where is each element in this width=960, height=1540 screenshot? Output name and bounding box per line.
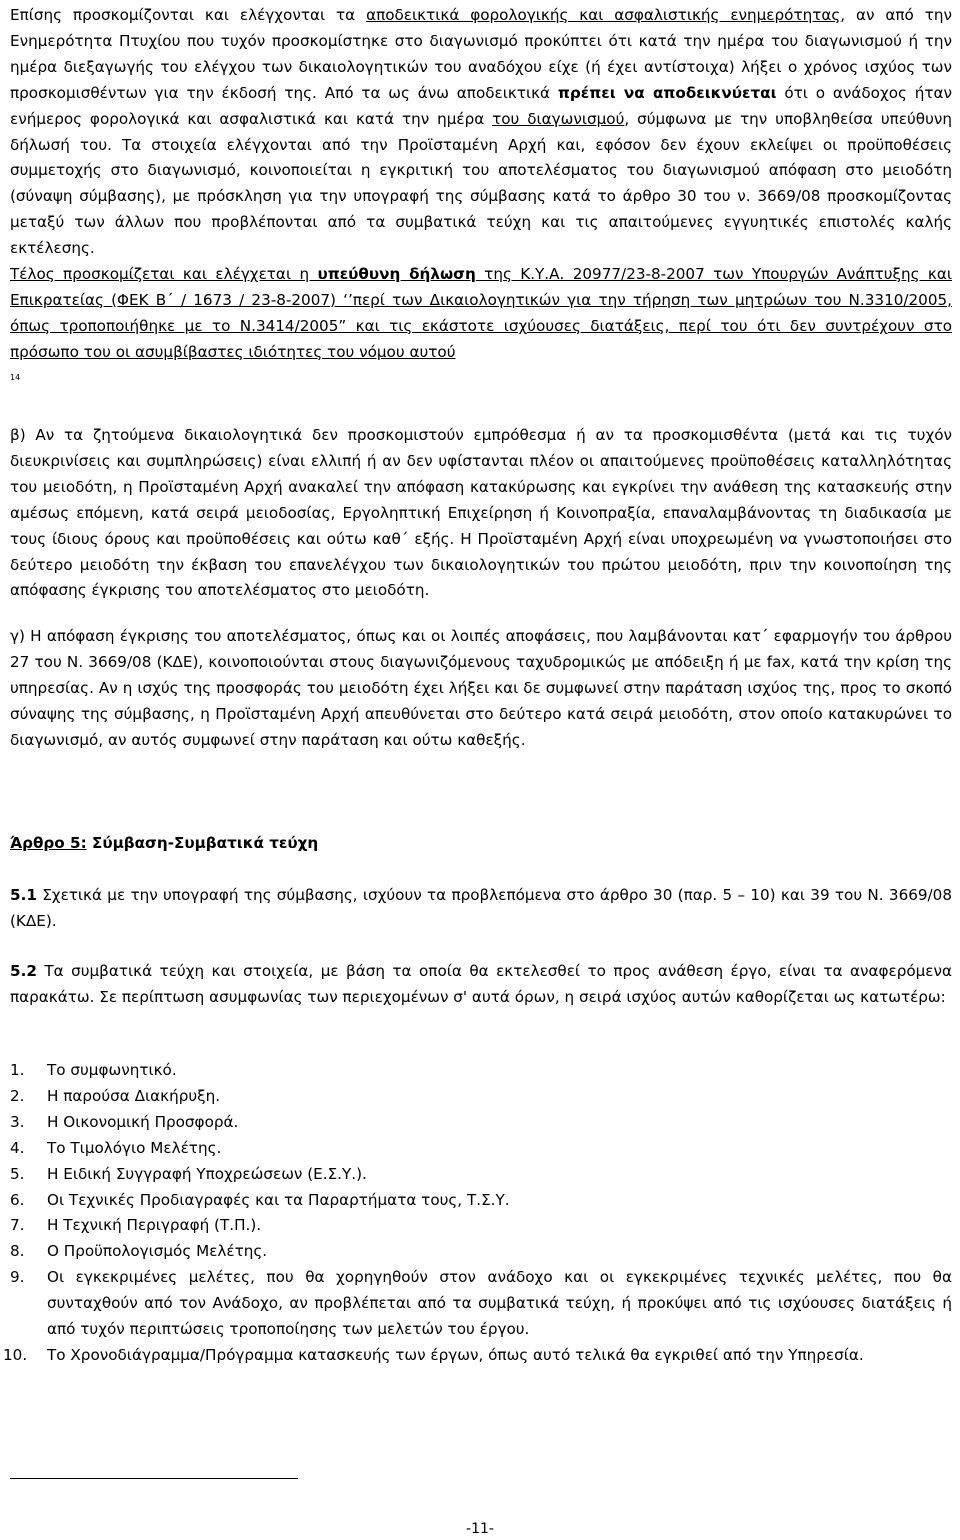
list-item: 1. Το συμφωνητικό. [10,1061,177,1079]
list-item: 4. Το Τιμολόγιο Μελέτης. [10,1138,222,1157]
paragraph-tax-insurance: Επίσης προσκομίζονται και ελέγχονται τα αποδεικτικά φορολογικής και ασφαλιστικής ενημερότητας, αν από την Ενημερότητα Πτυχίου που τυχόν προσκομίστηκε στο διαγωνισμό προκύπτει ότι κατά την ημέρα του διαγωνισμού ή την ημέρα διεξαγωγής του ελέγχου των δικαιολογητικών του αναδόχου είχε (ή έχει αντίστοιχα) λήξει ο χρόνος ισχύος των προσκομισθέντων για την έκδοσή της. Από τα ως άνω αποδεικτικά πρέπει να αποδεικνύεται ότι ο ανάδοχος ήταν ενήμερος φορολογικά και ασφαλιστικά και κατά την ημέρα του διαγωνισμού, σύμφωνα με την υποβληθείσα υπεύθυνη δήλωσή του. Τα στοιχεία ελέγχονται από την Προϊσταμένη Αρχή και, εφόσον δεν έχουν εκλείψει οι προϋποθέσεις συμμετοχής στο διαγωνισμό, κοινοποιείται η εγκριτική του αποτελέσματος του διαγωνισμού απόφαση στο μειοδότη (σύναψη σύμβασης), με πρόσκληση για την υπογραφή της σύμβασης κατά το άρθρο 30 του ν. 3669/08 προσκομίζοντας μεταξύ των άλλων που προβλέπονται από τα συμβατικά τεύχη και τις απαιτούμενες εγγυητικές επιστολές καλής εκτέλεσης. [10,6,953,258]
list-item: 8. Ο Προϋπολογισμός Μελέτης. [10,1242,268,1261]
footnote-separator [10,1478,298,1479]
paragraph-5-1: 5.1 Σχετικά με την υπογραφή της σύμβασης, ισχύουν τα προβλεπόμενα στο άρθρο 30 (παρ. 5 – 10) και 39 του Ν. 3669/08 (ΚΔΕ). [10,886,952,930]
bold-phrase: πρέπει να αποδεικνύεται [557,83,777,102]
article-heading [10,832,318,854]
list-item: 6. Οι Τεχνικές Προδιαγραφές και τα Παραρτήματα τους, Τ.Σ.Υ. [10,1190,510,1209]
section-number: 5.1 [10,886,37,904]
page-number: -11- [466,1521,494,1537]
list-item: 5. Η Ειδική Συγγραφή Υποχρεώσεων (Ε.Σ.Υ.). [10,1164,367,1183]
list-item: 9. Οι εγκεκριμένες μελέτες, που θα χορηγηθούν στον ανάδοχο και οι εγκεκριμένες τεχνικές μελέτες, που θα συνταχθούν από τον Ανάδοχο, αν προβλέπεται από τα συμβατικά τεύχη, ή προκύψει από τις ισχύουσες διατάξεις ή από τυχόν περιπτώσεις τροποποίησης των μελετών του έργου. [10,1268,952,1339]
paragraph-declaration: Τέλος προσκομίζεται και ελέγχεται η υπεύθυνη δήλωση της Κ.Υ.Α. 20977/23-8-2007 των Υπουργών Ανάπτυξης και Επικρατείας (ΦΕΚ Β΄ / 1673 / 23-8-2007) ‘’περί των Δικαιολογητικών για την τήρηση των μητρώων του Ν.3310/2005, όπως τροποποιήθηκε με το Ν.3414/2005” και τις εκάστοτε ισχύουσες διατάξεις, περί του ότι δεν συντρέχουν στο πρόσωπο του οι ασυμβίβαστες ιδιότητες του νόμου αυτού [10,265,952,361]
section-number: 5.2 [10,962,37,980]
article-title: Σύμβαση-Συμβατικά τεύχη [86,834,319,852]
bold-phrase: υπεύθυνη δήλωση [317,265,476,283]
list-item: 2. Η παρούσα Διακήρυξη. [10,1086,221,1105]
list-item: 7. Η Τεχνική Περιγραφή (Τ.Π.). [10,1216,262,1235]
paragraph-b: β) Αν τα ζητούμενα δικαιολογητικά δεν προσκομιστούν εμπρόθεσμα ή αν τα προσκομισθέντα (μετά και τις τυχόν διευκρινίσεις και συμπληρώσεις) είναι ελλιπή ή αν δεν υφίστανται πλέον οι απαιτούμενες προϋποθέσεις καταλληλότητας του μειοδότη, η Προϊσταμένη Αρχή ανακαλεί την απόφαση κατακύρωσης και εγκρίνει την ανάθεση της κατασκευής στην αμέσως επόμενη, κατά σειρά μειοδοσίας, Εργοληπτική Επιχείρηση ή Κοινοπραξία, επαναλαμβάνοντας τη διαδικασία με τους ίδιους όρους και προϋποθέσεις και ούτω καθ΄ εξής. Η Προϊσταμένη Αρχή είναι υποχρεωμένη να γνωστοποιήσει στο δεύτερο μειοδότη την έκβαση του επανελέγχου των δικαιολογητικών του πρώτου μειοδότη, πριν την κοινοποίηση της απόφασης έγκρισης του αποτελέσματος στο μειοδότη. [10,426,952,600]
footnote-ref: 14 [10,373,21,382]
list-item: 10. Το Χρονοδιάγραμμα/Πρόγραμμα κατασκευής των έργων, όπως αυτό τελικά θα εγκριθεί από την Υπηρεσία. [3,1345,864,1364]
underlined-phrase: του διαγωνισμού [492,109,625,128]
article-label: Άρθρο 5: [10,834,87,852]
paragraph-5-2: 5.2 Τα συμβατικά τεύχη και στοιχεία, με βάση τα οποία θα εκτελεσθεί το προς ανάθεση έργο, είναι τα αναφερόμενα παρακάτω. Σε περίπτωση ασυμφωνίας των περιεχομένων σ' αυτά όρων, η σειρά ισχύος αυτών καθορίζεται ως κατωτέρω: [10,962,952,1006]
paragraph-c: γ) Η απόφαση έγκρισης του αποτελέσματος, όπως και οι λοιπές αποφάσεις, που λαμβάνονται κατ΄ εφαρμογήν του άρθρου 27 του Ν. 3669/08 (ΚΔΕ), κοινοποιούνται στους διαγωνιζόμενους ταχυδρομικώς με απόδειξη ή με fax, κατά την κρίση της υπηρεσίας. Αν η ισχύς της προσφοράς του μειοδότη έχει λήξει και δε συμφωνεί στην παράταση ισχύος της, προς το σκοπό σύναψης της σύμβασης, η Προϊσταμένη Αρχή απευθύνεται στο δεύτερο κατά σειρά μειοδότη, στον οποίο κατακυρώνει το διαγωνισμό, αν αυτός συμφωνεί στην παράταση και ούτω καθεξής. [10,627,952,749]
list-item: 3. Η Οικονομική Προσφορά. [10,1112,239,1131]
contract-documents-list [3,1058,952,1369]
underlined-phrase: αποδεικτικά φορολογικής και ασφαλιστικής ενημερότητας [366,6,841,24]
